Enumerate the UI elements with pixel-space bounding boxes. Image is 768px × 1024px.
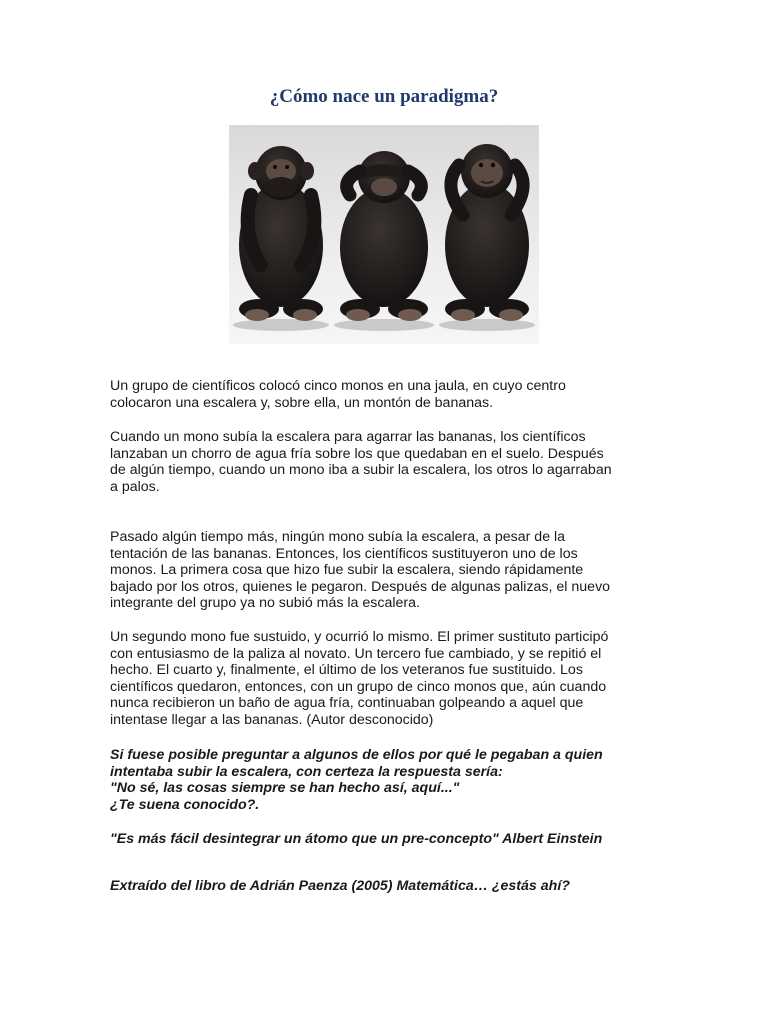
text-line: ¿Te suena conocido?.	[110, 796, 260, 813]
text-line: lanzaban un chorro de agua fría sobre los que quedaban en el suelo. Después	[110, 445, 604, 462]
text-line: "No sé, las cosas siempre se han hecho así, aquí..."	[110, 780, 460, 796]
paragraph-2	[110, 429, 662, 495]
text-line: tentación de las bananas. Entonces, los científicos sustituyeron uno de los	[110, 545, 578, 562]
text-line: hecho. El cuarto y, finalmente, el último de los veteranos fue sustituido. Los	[110, 662, 583, 678]
text-line: Si fuese posible preguntar a algunos de ellos por qué le pegaban a quien	[110, 747, 603, 763]
text-line: monos. La primera cosa que hizo fue subir la escalera, siendo rápidamente	[110, 562, 584, 578]
text-line: Extraído del libro de Adrián Paenza (2005) Matemática… ¿estás ahí?	[110, 878, 570, 894]
monkey-hear-no-evil	[439, 144, 535, 331]
text-line: a palos.	[110, 478, 160, 495]
text-line: nunca recibieron un baño de agua fría, continuaban golpeando a aquel que	[110, 695, 584, 711]
paragraph-4	[110, 629, 662, 728]
text-line: colocaron una escalera y, sobre ella, un montón de bananas.	[110, 394, 494, 411]
text-line: Cuando un mono subía la escalera para agarrar las bananas, los científicos	[110, 429, 586, 445]
text-line: Pasado algún tiempo más, ningún mono subía la escalera, a pesar de la	[110, 529, 566, 545]
text-line: bajado por los otros, quienes le pegaron. Después de algunas palizas, el nuevo	[110, 578, 611, 595]
text-line: Un grupo de científicos colocó cinco monos en una jaula, en cuyo centro	[110, 378, 566, 394]
text-line: con entusiasmo de la paliza al novato. Un tercero fue cambiado, y se repitió el	[110, 645, 602, 662]
paragraph-1	[110, 378, 662, 411]
page-title: ¿Cómo nace un paradigma?	[269, 86, 499, 107]
monkey-see-no-evil	[334, 151, 434, 331]
text-line: de algún tiempo, cuando un mono iba a subir la escalera, los otros lo agarraban	[110, 462, 612, 478]
text-line: científicos quedaron, entonces, con un grupo de cinco monos que, aún cuando	[110, 678, 607, 695]
text-line: "Es más fácil desintegrar un átomo que un pre-concepto" Albert Einstein	[110, 831, 603, 847]
paragraph-3	[110, 529, 662, 612]
source-citation	[110, 878, 662, 895]
text-line: integrante del grupo ya no subió más la escalera.	[110, 595, 420, 611]
question-paragraph	[110, 747, 662, 813]
text-line: Un segundo mono fue sustuido, y ocurrió lo mismo. El primer sustituto participó	[110, 629, 609, 645]
three-monkeys-photo	[229, 125, 539, 344]
einstein-quote	[110, 831, 662, 848]
text-line: intentaba subir la escalera, con certeza la respuesta sería:	[110, 763, 503, 780]
text-line: intentase llegar a las bananas. (Autor desconocido)	[110, 711, 434, 728]
